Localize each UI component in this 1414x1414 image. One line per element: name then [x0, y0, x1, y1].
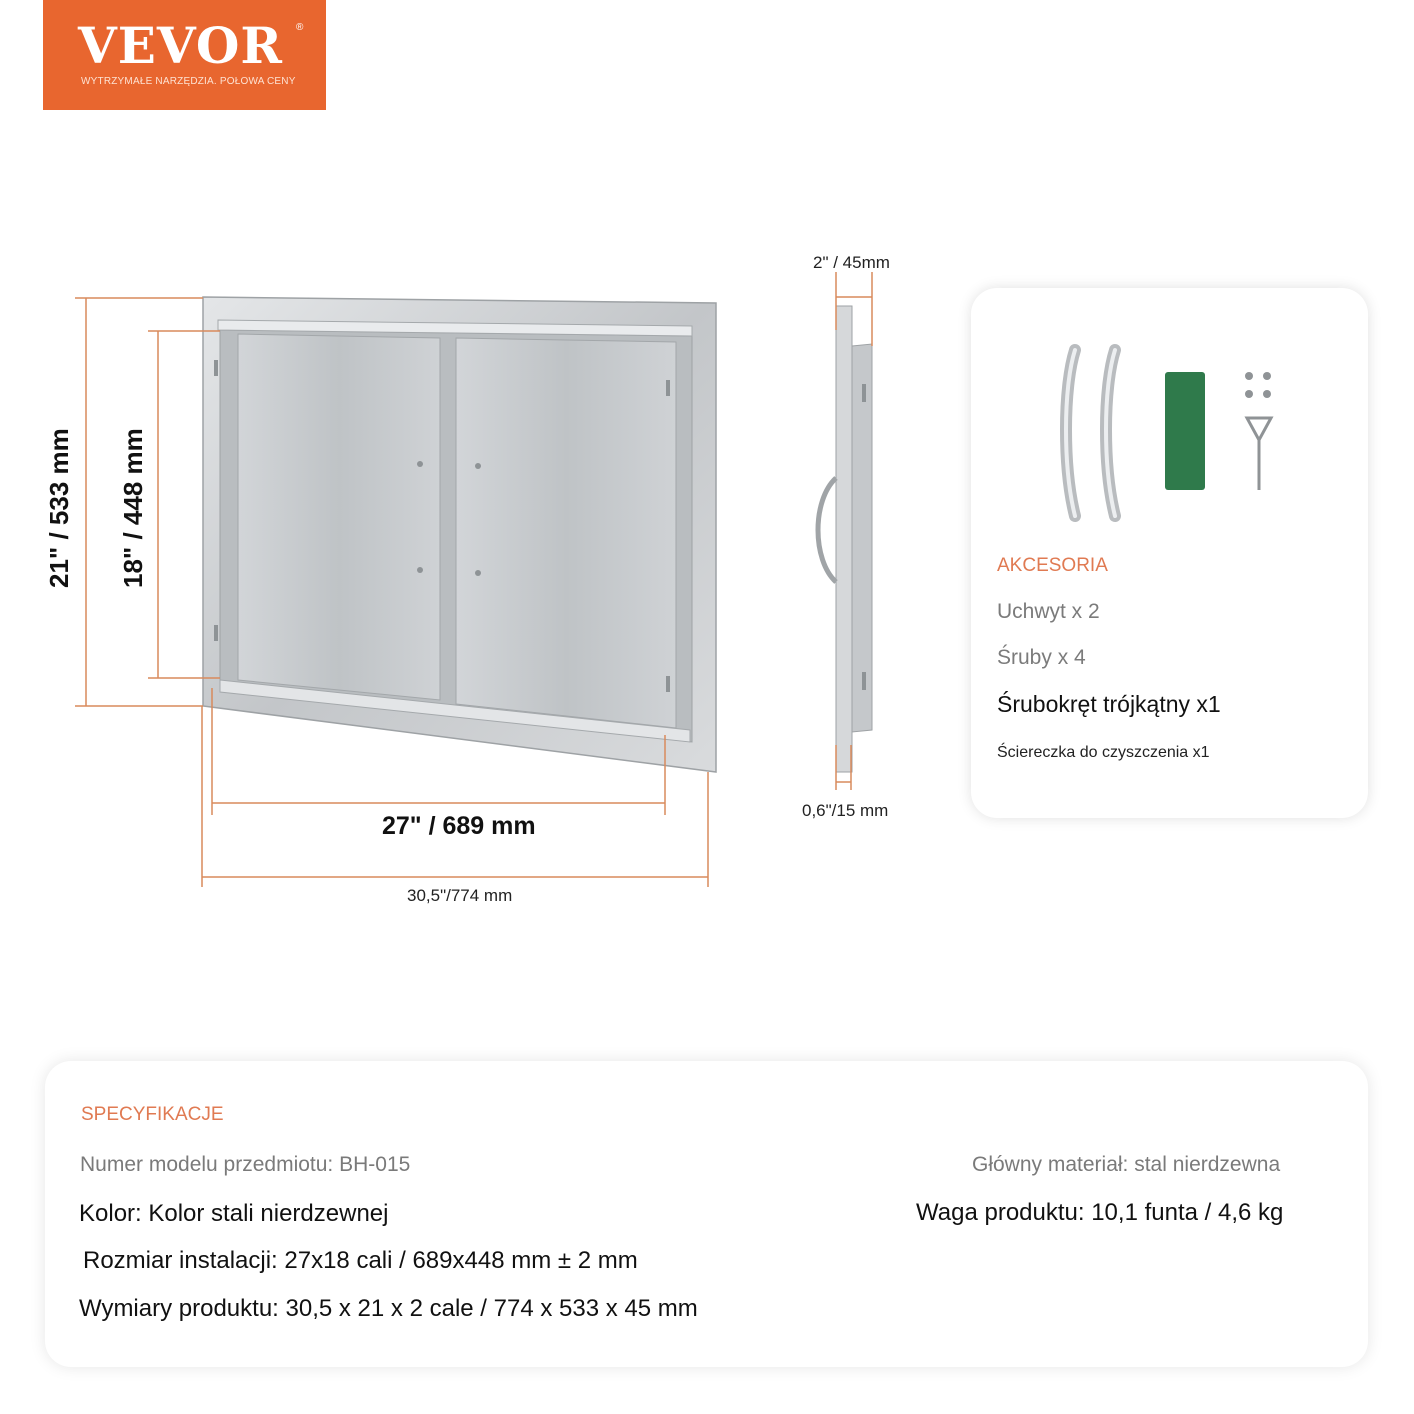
accessories-card [971, 288, 1368, 818]
cleaning-pad-icon [1165, 372, 1205, 490]
hinge-screw [417, 461, 423, 467]
triangle-screwdriver-icon [1247, 418, 1271, 490]
logo-tagline: WYTRZYMAŁE NARZĘDZIA. POŁOWA CENY [81, 76, 296, 87]
side-handle [818, 478, 836, 582]
frame-thickness-label: 0,6"/15 mm [802, 801, 889, 820]
accessory-item: Śrubokręt trójkątny x1 [997, 691, 1221, 717]
accessory-item: Ściereczka do czyszczenia x1 [997, 744, 1210, 761]
spec-weight: Waga produktu: 10,1 funta / 4,6 kg [916, 1199, 1284, 1226]
handle-icon [1066, 350, 1075, 516]
right-door-panel [456, 338, 676, 728]
specifications-card [45, 1061, 1368, 1367]
hinge-screw [417, 567, 423, 573]
opening-width-label: 27" / 689 mm [382, 812, 536, 840]
hinge-screw [475, 463, 481, 469]
spec-install-size: Rozmiar instalacji: 27x18 cali / 689x448 mm ± 2 mm [83, 1247, 638, 1274]
accessories-illustration [971, 288, 1368, 528]
left-door-panel [238, 334, 440, 700]
opening-height-label: 18" / 448 mm [118, 428, 148, 588]
accessory-item: Śruby x 4 [997, 646, 1086, 669]
specifications-title: SPECYFIKACJE [81, 1104, 224, 1125]
screws-icon [1245, 372, 1271, 398]
total-width-label: 30,5"/774 mm [407, 886, 513, 905]
accessories-title: AKCESORIA [997, 555, 1108, 576]
logo-registered-mark: ® [296, 22, 304, 33]
depth-label: 2" / 45mm [813, 253, 890, 272]
spec-material: Główny materiał: stal nierdzewna [972, 1153, 1281, 1176]
hinge-screw [475, 570, 481, 576]
spec-color: Kolor: Kolor stali nierdzewnej [79, 1200, 389, 1227]
accessory-item: Uchwyt x 2 [997, 600, 1100, 623]
handle-icon [1106, 350, 1115, 516]
spec-product-dims: Wymiary produktu: 30,5 x 21 x 2 cale / 774 x 533 x 45 mm [79, 1295, 698, 1322]
logo-brand: VEVOR [78, 16, 283, 75]
door-side-view [818, 306, 872, 772]
total-height-label: 21" / 533 mm [44, 428, 74, 588]
spec-model: Numer modelu przedmiotu: BH-015 [80, 1153, 411, 1176]
